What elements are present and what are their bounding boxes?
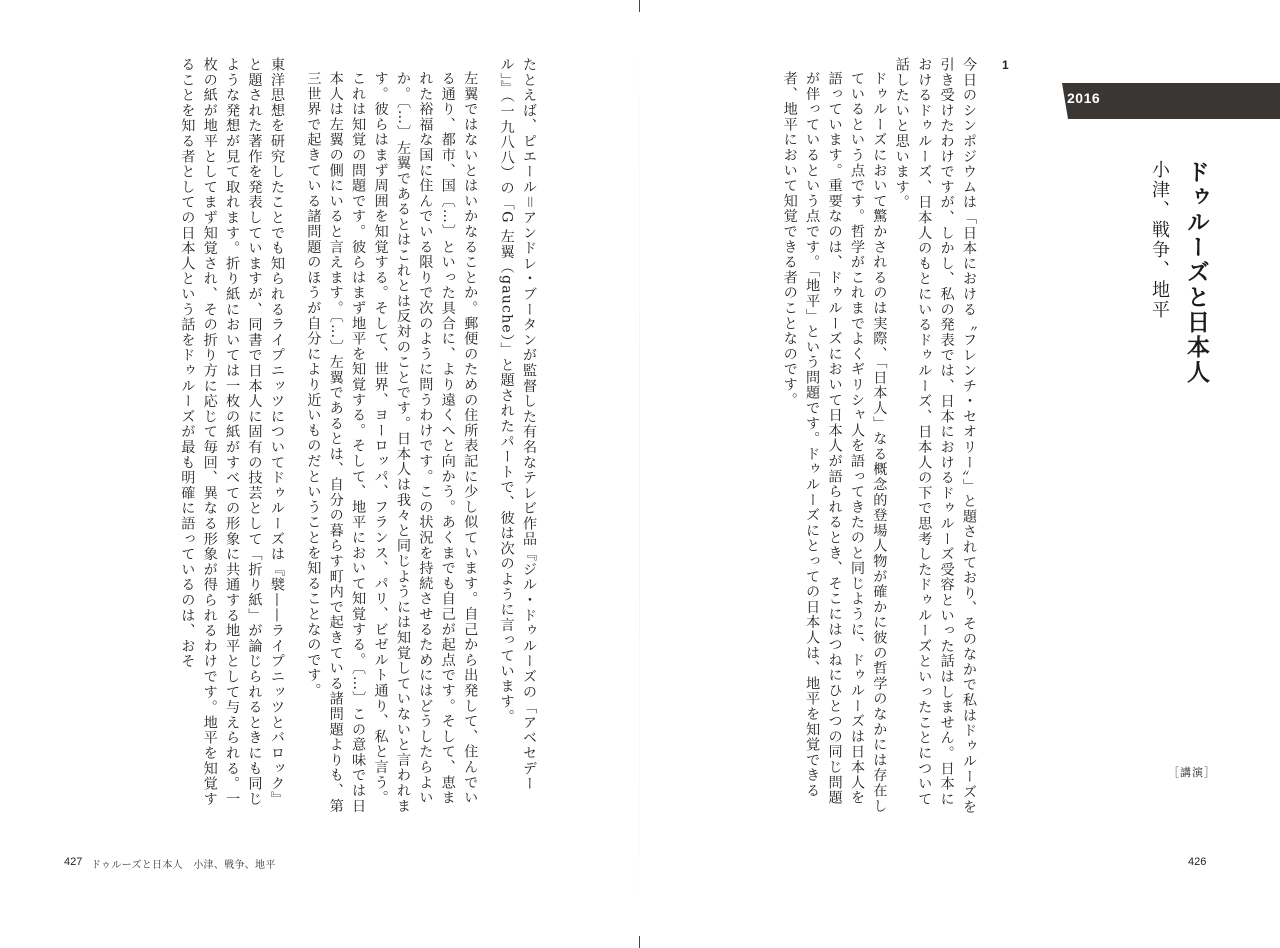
year-label: 2016: [1067, 90, 1101, 106]
chapter-subtitle: 小津、戦争、地平: [1149, 160, 1170, 320]
running-head: ドゥルーズと日本人 小津、戦争、地平: [91, 860, 276, 871]
page-number-left: 427: [64, 856, 83, 868]
right-paragraph-1: 今日のシンポジウムは「日本における〝フレンチ・セオリー〟」と題されており、そのなかで私はドゥルーズを引き受けたわけですが、しかし、私の発表では、日本におけるドゥルーズ受容といった話はしません。日本におけるドゥルーズ、日本人のもとにいるドゥルーズ、日本人の下で思考したドゥルーズといったことについて話したいと思います。: [893, 57, 977, 815]
left-paragraph-1: たとえば、ピエール＝アンドレ・ブータンが監督した有名なテレビ作品『ジル・ドゥルーズの「アベセデール」』（一九八八）の「G 左翼（gauche）」と題されたパートで、彼は次のように言っています。: [498, 57, 537, 792]
page-number-right: 426: [1188, 856, 1207, 868]
chapter-title: ドゥルーズと日本人: [1183, 160, 1209, 385]
left-paragraph-quote: 左翼ではないとはいかなることか。郵便のための住所表記に少し似ています。自己から出発して、住んでいる通り、都市、国〔…〕といった具合に、より遠くへと向かう。あくまでも自己が起点です。そして、恵まれた裕福な国に住んでいる限りで次のように問うわけです。この状況を持続させるためにはどうしたらよいか。〔…〕左翼であるとはこれとは反対のことです。日本人は我々と同じようには知覚していないと言われます。彼らはまず周囲を知覚する。そして、世界、ヨーロッパ、フランス、パリ、ビゼルト通り、私と言う。これは知覚の問題です。彼らはまず地平を知覚する。そして、地平において知覚する。〔…〕この意味では日本人は左翼の側にいると言えます。〔…〕左翼であるとは、自分の暮らす町内で起きている諸問題よりも、第三世界で起きている諸問題のほうが自分により近いものだということを知ることなのです。: [305, 71, 479, 814]
right-paragraph-2: ドゥルーズにおいて驚かされるのは実際、「日本人」なる概念的登場人物が確かに彼の哲学のなかには存在しているという点です。哲学がこれまでよくギリシャ人を語ってきたのと同じように、ドゥルーズは日本人を語っています。重要なのは、ドゥルーズにおいて日本人が語られるとき、そこにはつねにひとつの同じ問題が伴っているという点です。「地平」という問題です。ドゥルーズにとっての日本人は、地平を知覚できる者、地平において知覚できる者のことなのです。: [781, 71, 888, 814]
right-page-body: [778, 57, 980, 817]
section-number: 1: [1002, 58, 1009, 72]
left-paragraph-3: 東洋思想を研究したことでも知られるライプニッツについてドゥルーズは『襞——ライプニッツとバロック』と題された著作を発表していますが、同書で日本人に固有の技芸として「折り紙」が論じられるときにも同じような発想が見て取れます。折り紙においては一枚の紙がすべての形象に共通する地平として与えられる。一枚の紙が地平としてまず知覚され、その折り方に応じて毎回、異なる形象が得られるわけです。地平を知覚することを知る者としての日本人という話をドゥルーズが最も明確に語っているのは、おそ: [179, 57, 285, 807]
page-gutter: [639, 0, 640, 948]
left-page-body: [176, 57, 540, 817]
lecture-label: ［講演］: [1168, 766, 1216, 779]
